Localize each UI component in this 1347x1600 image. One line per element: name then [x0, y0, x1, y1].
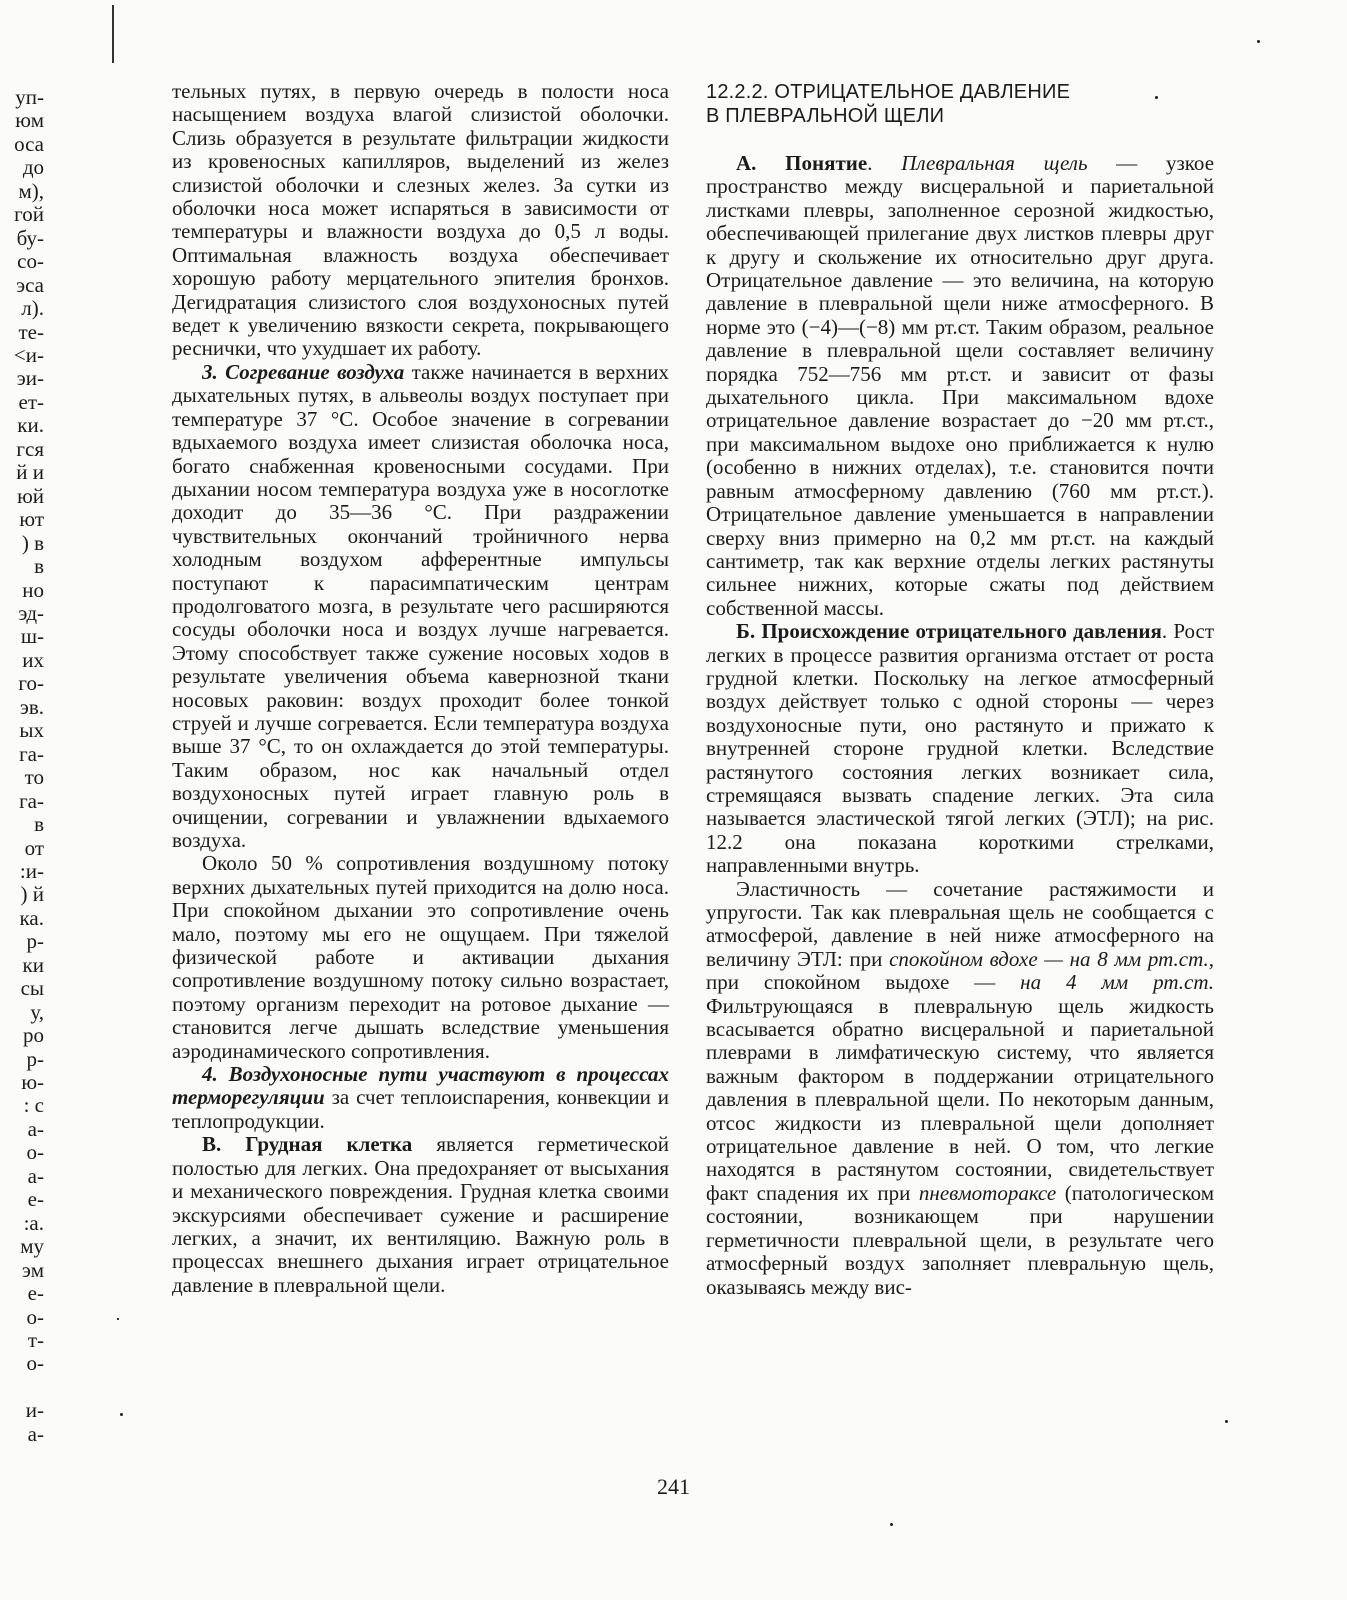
- left-edge-fragment: т-: [27, 1329, 44, 1353]
- paragraph-elasticity: [706, 878, 1214, 1299]
- thermoregulation-text: за счет теплоиспарения, конвекции и теплопродукции.: [172, 1085, 669, 1133]
- left-edge-fragment: гой: [14, 203, 44, 227]
- scan-mark-left-margin: [117, 1318, 119, 1320]
- left-edge-fragment: те-: [18, 320, 44, 344]
- left-edge-fragment: о-: [26, 1352, 44, 1376]
- left-edge-fragment: а-: [27, 1164, 44, 1188]
- section-heading-line1: 12.2.2. ОТРИЦАТЕЛЬНОЕ ДАВЛЕНИЕ: [706, 81, 1071, 103]
- left-edge-fragment: о-: [26, 1305, 44, 1329]
- left-edge-fragment: го-: [18, 672, 44, 696]
- paragraph-chest: [172, 1133, 669, 1297]
- left-edge-fragment: : с: [23, 1094, 44, 1118]
- left-edge-fragment: от: [24, 836, 44, 860]
- pneumothorax-term: пневмотораксе: [918, 1180, 1057, 1205]
- left-edge-fragment: ) в: [21, 531, 44, 555]
- elasticity-text-1: Эластичность — сочетание растяжимости и упругости. Так как плевральная щель не сообщается с атмосферой, давление в ней ниже атмосферного на величину ЭТЛ: при: [706, 876, 1214, 971]
- left-edge-fragment: у,: [30, 1000, 44, 1024]
- origin-heading: Б. Происхождение отрицательного давления: [736, 619, 1162, 644]
- left-edge-fragment: ки.: [17, 414, 44, 438]
- section-heading-line2: В ПЛЕВРАЛЬНОЙ ЩЕЛИ: [706, 105, 945, 127]
- left-edge-fragment: ка.: [19, 906, 44, 930]
- left-edge-fragment: :а.: [23, 1211, 44, 1235]
- elasticity-text-4: (патологическом состоянии, возникающем при нарушении герметичности плевральной щели, в результате чего атмосферный воздух заполняет плевральную щель, оказываясь между вис-: [706, 1180, 1214, 1299]
- left-edge-fragment: юй: [17, 484, 44, 508]
- left-edge-fragment: эд-: [18, 601, 44, 625]
- left-edge-fragment: юм: [15, 109, 44, 133]
- left-edge-fragment: оса: [14, 132, 44, 156]
- left-edge-fragment: эв.: [19, 695, 44, 719]
- chest-heading: В. Грудная клетка: [202, 1132, 413, 1157]
- left-edge-fragment: со-: [17, 250, 44, 274]
- left-column: [172, 80, 669, 1297]
- left-edge-fragment: но: [22, 578, 44, 602]
- chest-text: является герметической полостью для легких. Она предохраняет от высыхания и механического повреждения. Грудная клетка своими экскурсиями обеспечивает сужение и расширение легких, а значит, их вентиляцию. Важную роль в процессах внешнего дыхания играет отрицательное давление в плевральной щели.: [172, 1132, 669, 1297]
- left-edge-fragment: а-: [27, 1422, 44, 1446]
- concept-heading: А. Понятие: [736, 151, 868, 175]
- left-edge-fragment: [0, 1376, 44, 1399]
- left-edge-fragment: гся: [16, 437, 44, 461]
- left-edge-fragment: о-: [26, 1141, 44, 1165]
- left-edge-fragment: уп-: [15, 86, 44, 109]
- left-edge-fragment: ) й: [20, 883, 44, 907]
- left-edge-fragment: :и-: [19, 859, 44, 883]
- page-number: 241: [657, 1474, 690, 1499]
- left-edge-fragment: сы: [20, 977, 44, 1001]
- paragraph-humidification: тельных путях, в первую очередь в полости носа насыщением воздуха влагой слизистой оболочки. Слизь образуется в результате фильтрации жидкости из кровеносных капилляров, выделений из желез слизистой оболочки и слезных желез. За сутки из оболочки носа может испаряться в зависимости от температуры и влажности воздуха до 0,5 л воды. Оптимальная влажность воздуха обеспечивает хорошую работу мерцательного эпителия бронхов. Дегидратация слизистого слоя воздухоносных путей ведет к увеличению вязкости секрета, покрывающего реснички, что ухудшает их работу.: [172, 79, 669, 361]
- concept-term: Плевральная щель: [901, 151, 1088, 175]
- left-edge-fragment: е-: [27, 1188, 44, 1212]
- left-edge-fragment: до: [22, 156, 44, 180]
- left-edge-fragment: и-: [25, 1399, 44, 1423]
- left-edge-fragment: в: [34, 555, 44, 579]
- left-edge-fragments: [0, 86, 44, 1446]
- left-edge-fragment: ю-: [21, 1071, 44, 1095]
- left-edge-fragment: эм: [21, 1258, 44, 1282]
- elasticity-italic-1: спокойном вдохе — на 8 мм рт.ст.: [889, 946, 1209, 971]
- scan-dot: [890, 1523, 893, 1526]
- left-edge-fragment: их: [22, 648, 44, 672]
- left-edge-fragment: ет-: [18, 390, 44, 414]
- left-edge-fragment: а-: [27, 1117, 44, 1141]
- paragraph-resistance: Около 50 % сопротивления воздушному потоку верхних дыхательных путей приходится на долю носа. При спокойном дыхании это сопротивление очень мало, поэтому мы его не ощущаем. При тяжелой физической работе и активации дыхания сопротивление воздушному потоку сильно возрастает, поэтому организм переходит на ротовое дыхание — становится легче дышать вследствие уменьшения аэродинамического сопротивления.: [172, 851, 669, 1063]
- left-edge-fragment: в: [34, 813, 44, 837]
- left-edge-fragment: й и: [16, 461, 44, 485]
- concept-separator: .: [867, 151, 902, 175]
- elasticity-text-3: Фильтрующаяся в плевральную щель жидкость всасывается обратно висцеральной и париетальной плеврами в лимфатическую систему, что является важным фактором в поддержании отрицательного давления в плевральной щели. По некоторым данным, отсос жидкости из плевральной щели дополняет отрицательное давление в ней. О том, что легкие находятся в растянутом состоянии, свидетельствует факт спадения их при: [706, 993, 1214, 1205]
- warming-text: также начинается в верхних дыхательных путях, в альвеолы воздух поступает при температуре 37 °С. Особое значение в согревании вдыхаемого воздуха имеет слизистая оболочка носа, богато снабженная кровеносными сосудами. При дыхании носом температура воздуха уже в носоглотке доходит до 35—36 °С. При раздражении чувствительных окончаний тройничного нерва холодным воздухом афферентные импульсы поступают к парасимпатическим центрам продолговатого мозга, в результате чего расширяются сосуды оболочки носа и воздух лучше нагревается. Этому способствует также сужение носовых ходов в результате увеличения объема кавернозной ткани носовых раковин: воздух проходит более тонкой струей и лучше согревается. Если температура воздуха выше 37 °С, то он охлаждается до этой температуры. Таким образом, нос как начальный отдел воздухоносных путей играет главную роль в очищении, согревании и увлажнении вдыхаемого воздуха.: [172, 359, 670, 852]
- left-edge-fragment: ш-: [20, 625, 44, 649]
- left-edge-fragment: эса: [16, 273, 44, 297]
- left-edge-fragment: ют: [19, 508, 44, 532]
- left-edge-fragment: <и-: [13, 343, 44, 367]
- origin-text: . Рост легких в процессе развития организма отстает от роста грудной клетки. Поскольку на легкое атмосферный воздух действует только с одной стороны — через воздухоносные пути, оно растянуто и прижато к внутренней стороне грудной клетки. Вследствие растянутого состояния легких возникает сила, стремящаяся вызвать спадение легких. Эта сила называется эластической тягой легких (ЭТЛ); на рис. 12.2 она показана короткими стрелками, направленными внутрь.: [706, 619, 1214, 878]
- left-edge-fragment: р-: [26, 1047, 44, 1071]
- paragraph-origin: [706, 620, 1214, 877]
- left-edge-fragment: эи-: [16, 367, 44, 391]
- elasticity-text-2: , при спокойном выдохе —: [706, 946, 1214, 995]
- left-edge-fragment: му: [20, 1235, 44, 1259]
- paragraph-warming: [172, 361, 669, 853]
- concept-text: — узкое пространство между висцеральной и париетальной листками плевры, заполненное серозной жидкостью, обеспечивающей прилегание двух листков плевры друг к другу и скольжение их относительно друг друга. Отрицательное давление — это величина, на которую давление в плевральной щели ниже атмосферного. В норме это (−4)—(−8) мм рт.ст. Таким образом, реальное давление в плевральной щели составляет величину порядка 752—756 мм рт.ст. и зависит от фазы дыхательного цикла. При максимальном вдохе отрицательное давление возрастает до −20 мм рт.ст., при максимальном выдохе оно приближается к нулю (особенно в нижних отделах), т.е. становится почти равным атмосферному давлению (760 мм рт.ст.). Отрицательное давление уменьшается в направлении сверху вниз примерно на 0,2 мм рт.ст. на каждый сантиметр, так как верхние отделы легких растянуты сильнее нижних, которые сжаты под действием собственной массы.: [706, 151, 1215, 620]
- left-edge-fragment: ро: [23, 1024, 44, 1048]
- scan-dot: [1257, 40, 1260, 43]
- left-edge-fragment: р-: [26, 930, 44, 954]
- scan-dot: [120, 1413, 123, 1416]
- elasticity-italic-2: на 4 мм рт.ст.: [1020, 970, 1214, 995]
- left-edge-fragment: е-: [27, 1282, 44, 1306]
- thermoregulation-heading: 4. Воздухоносные пути участвуют в процессах терморегуляции: [172, 1062, 669, 1110]
- left-edge-fragment: га-: [19, 742, 44, 766]
- right-column: [706, 80, 1214, 1299]
- left-edge-fragment: га-: [19, 789, 44, 813]
- scan-dot: [1225, 1420, 1228, 1423]
- warming-heading: 3. Согревание воздуха: [202, 359, 405, 384]
- paragraph-thermoregulation: [172, 1063, 669, 1133]
- left-edge-fragment: м),: [18, 179, 44, 203]
- scan-mark-top: [112, 5, 114, 63]
- left-edge-fragment: ых: [19, 719, 44, 743]
- section-heading: [706, 80, 1214, 128]
- left-edge-fragment: ки: [22, 953, 44, 977]
- left-edge-fragment: л).: [21, 297, 44, 321]
- left-edge-fragment: бу-: [16, 226, 44, 250]
- paragraph-concept: [706, 152, 1214, 620]
- left-edge-fragment: то: [24, 766, 44, 790]
